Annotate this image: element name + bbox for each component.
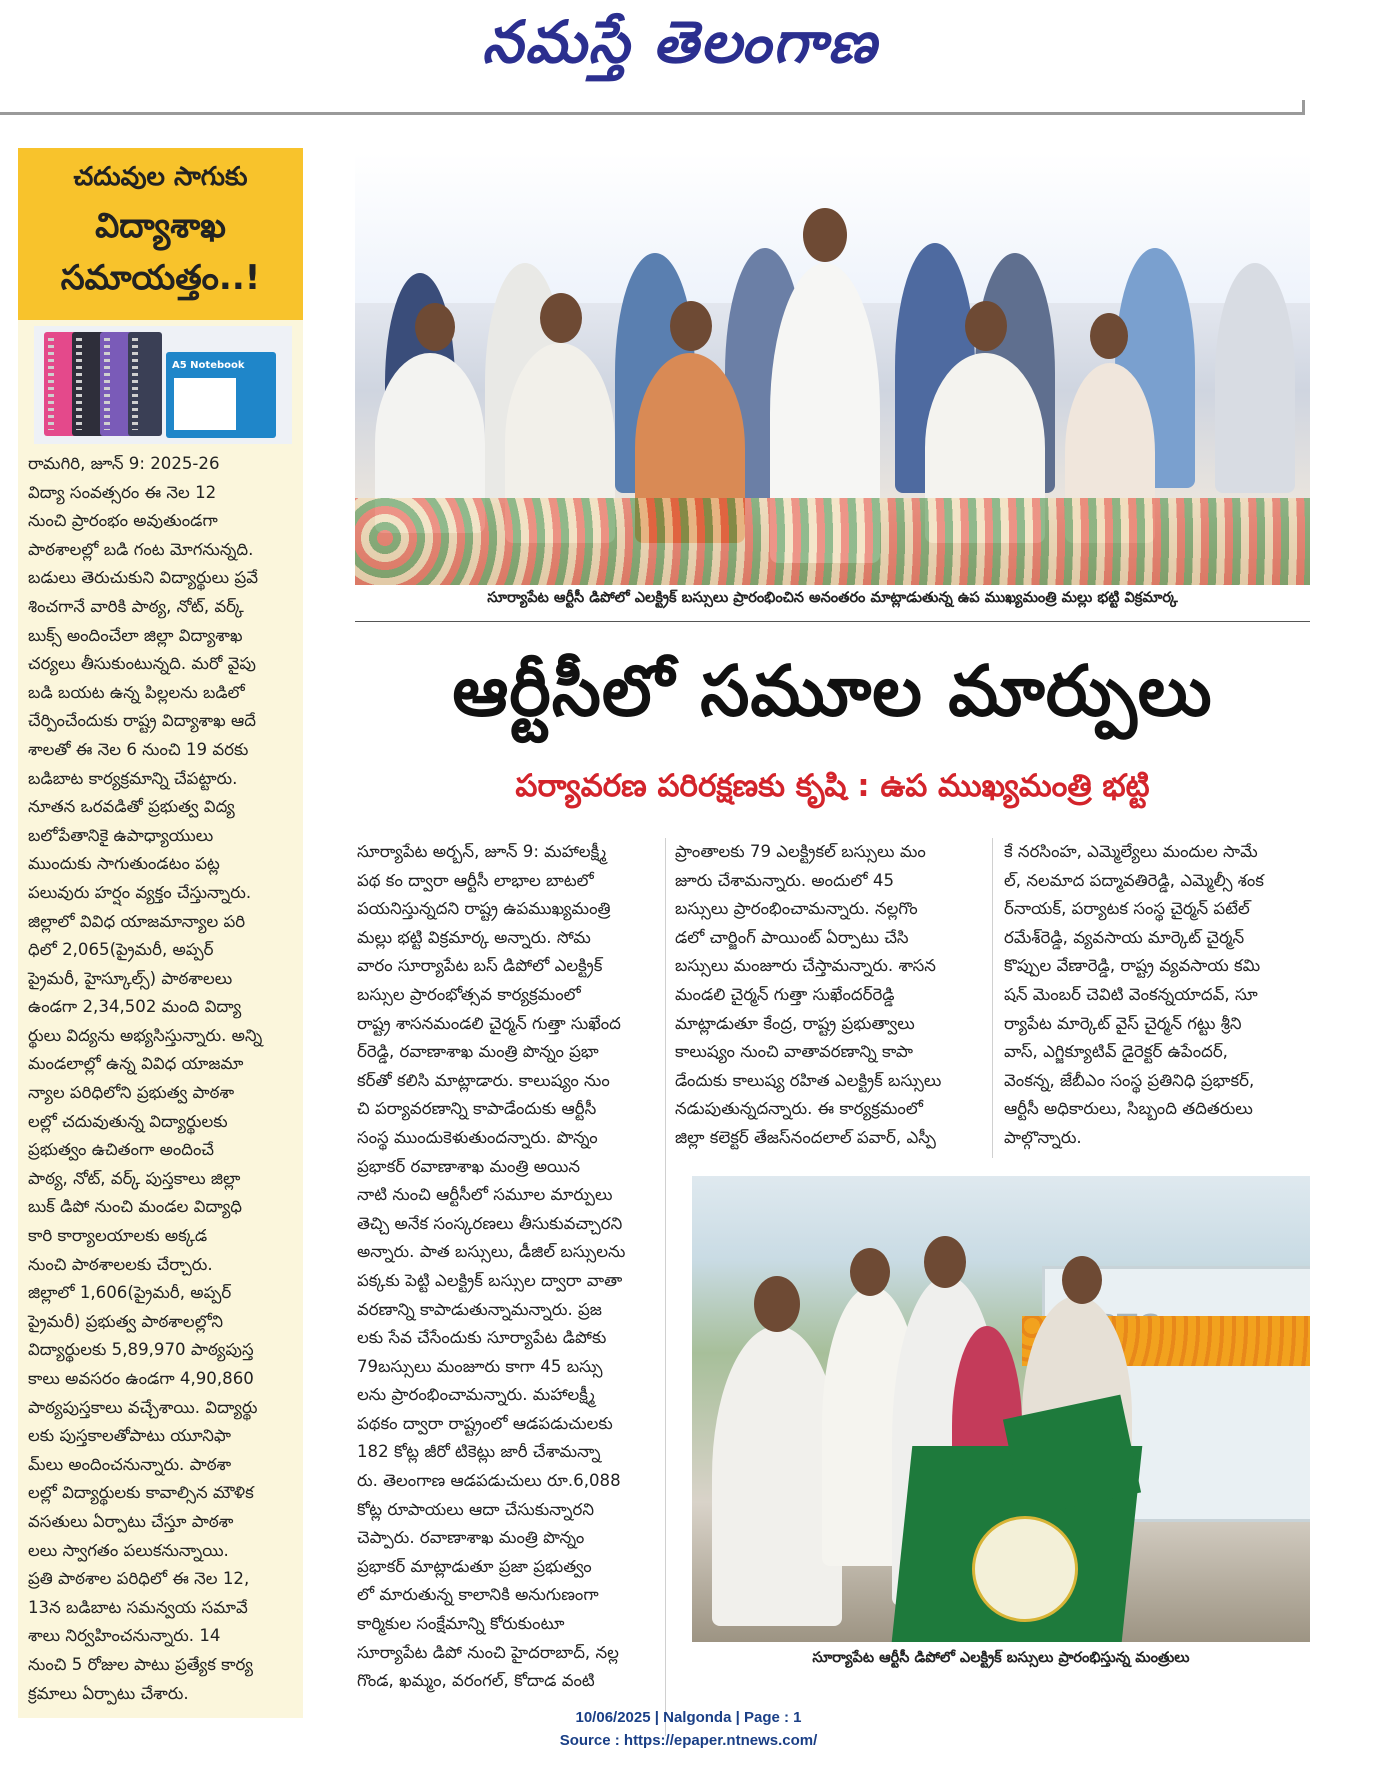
notebook-dark xyxy=(128,332,162,436)
person-head xyxy=(754,1276,800,1332)
edition-info: 10/06/2025 | Nalgonda | Page : 1 xyxy=(575,1709,802,1726)
notebook-cover-card xyxy=(174,378,236,430)
bus-launch-photo xyxy=(692,1176,1310,1642)
rtc-emblem xyxy=(972,1516,1078,1622)
caption-divider xyxy=(355,621,1310,622)
sidebar-article-body: రామగిరి, జూన్ 9: 2025-26 విద్యా సంవత్సరం ఈ నెల 12 నుంచి ప్రారంభం అవుతుండగా పాఠశాలల్లో బడి గంట మోగనున్నది. బడులు తెరుచుకుని విద్యార్థులు ప్రవే శించగానే వారికి పాఠ్య, నోట్, వర్క్ బుక్స్ అందించేలా జిల్లా విద్యాశాఖ చర్యలు తీసుకుంటున్నది. మరో వైపు బడి బయట ఉన్న పిల్లలను బడిలో చేర్పించేందుకు రాష్ట్ర విద్యాశాఖ ఆదే శాలతో ఈ నెల 6 నుంచి 19 వరకు బడిబాట కార్యక్రమాన్ని చేపట్టారు. నూతన ఒరవడితో ప్రభుత్వ విద్య బలోపేతానికై ఉపాధ్యాయులు ముందుకు సాగుతుండటం పట్ల పలువురు హర్షం వ్యక్తం చేస్తున్నారు. జిల్లాలో వివిధ యాజమాన్యాల పరి ధిలో 2,065(ప్రైమరీ, అప్పర్ ప్రైమరీ, హైస్కూల్స్) పాఠశాలలు ఉండగా 2,34,502 మంది విద్యా ర్థులు విద్యను అభ్యసిస్తున్నారు. అన్ని మండలాల్లో ఉన్న వివిధ యాజమా న్యాల పరిధిలోని ప్రభుత్వ పాఠశా లల్లో చదువుతున్న విద్యార్థులకు ప్రభుత్వం ఉచితంగా అందించే పాఠ్య, నోట్, వర్క్ పుస్తకాలు జిల్లా బుక్ డిపో నుంచి మండల విద్యాధి కారి కార్యాలయాలకు అక్కడ నుంచి పాఠశాలలకు చేర్చారు. జిల్లాలో 1,606(ప్రైమరీ, అప్పర్ ప్రైమరీ) ప్రభుత్వ పాఠశాలల్లోని విద్యార్థులకు 5,89,970 పాఠ్యపుస్త కాలు అవసరం ఉండగా 4,90,860 పాఠ్యపుస్తకాలు వచ్చేశాయి. విద్యార్థు లకు పుస్తకాలతోపాటు యూనిఫా మ్‌లు అందించనున్నారు. పాఠశా లల్లో విద్యార్థులకు కావాల్సిన మౌళిక వసతులు ఏర్పాటు చేస్తూ పాఠశా లలు స్వాగతం పలుకనున్నాయి. ప్రతి పాఠశాల పరిధిలో ఈ నెల 12, 13న బడిబాట సమన్వయ సమావే శాలు నిర్వహించనున్నారు. 14 నుంచి 5 రోజుల పాటు ప్రత్యేక కార్య క్రమాలు ఏర్పాటు చేశారు. xyxy=(28,454,263,1703)
person-head xyxy=(850,1248,890,1296)
person-head xyxy=(1062,1256,1102,1304)
notebooks-photo xyxy=(34,326,292,444)
standing-person xyxy=(1215,263,1295,493)
event-stage-photo xyxy=(355,153,1310,585)
sidebar-headline-line2: సమాయత్తం..! xyxy=(60,258,261,298)
notebook-blue xyxy=(166,352,276,438)
article-column-3: కే నరసింహ, ఎమ్మెల్యేలు మందుల సామే ల్, నలమాద పద్మావతిరెడ్డి, ఎమ్మెల్సీ శంక ర్‌నాయక్, పర్యాటక సంస్థ చైర్మన్ పటేల్ రమేశ్‌రెడ్డి, వ్యవసాయ మార్కెట్ చైర్మన్ కొప్పుల వేణారెడ్డి, రాష్ట్ర వ్యవసాయ కమి షన్ మెంబర్ చెవిటి వెంకన్నయాదవ్, సూ ర్యాపేట మార్కెట్ వైస్ చైర్మన్ గట్టు శ్రీని వాస్, ఎగ్జిక్యూటివ్ డైరెక్టర్ ఉపేందర్, వెంకన్న, జేబీఎం సంస్థ ప్రతినిధి ప్రభాకర్, ఆర్టీసీ అధికారులు, సిబ్బంది తదితరులు పాల్గొన్నారు. xyxy=(1004,842,1264,1147)
sidebar-headline-box xyxy=(18,148,303,320)
column-divider xyxy=(992,838,993,1158)
column-divider xyxy=(665,838,666,1736)
flower-decoration xyxy=(355,498,1310,585)
article-column-1: సూర్యాపేట అర్బన్, జూన్ 9: మహాలక్ష్మీ పథ కం ద్వారా ఆర్టీసీ లాభాల బాటలో పయనిస్తున్నదని రాష్ట్ర ఉపముఖ్యమంత్రి మల్లు భట్టి విక్రమార్క అన్నారు. సోమ వారం సూర్యాపేట బస్ డిపోలో ఎలక్ట్రిక్ బస్సుల ప్రారంభోత్సవ కార్యక్రమంలో రాష్ట్ర శాసనమండలి చైర్మన్ గుత్తా సుఖేంద ర్‌రెడ్డి, రవాణాశాఖ మంత్రి పొన్నం ప్రభా కర్‌తో కలిసి మాట్లాడారు. కాలుష్యం నుం చి పర్యావరణాన్ని కాపాడేందుకు ఆర్టీసీ సంస్థ ముందుకెళుతుందన్నారు. పొన్నం ప్రభాకర్ రవాణాశాఖ మంత్రి అయిన నాటి నుంచి ఆర్టీసీలో సమూల మార్పులు తెచ్చి అనేక సంస్కరణలు తీసుకువచ్చారని అన్నారు. పాత బస్సులు, డీజిల్ బస్సులను పక్కకు పెట్టి ఎలక్ట్రిక్ బస్సుల ద్వారా వాతా వరణాన్ని కాపాడుతున్నామన్నారు. ప్రజ లకు సేవ చేసేందుకు సూర్యాపేట డిపోకు 79బస్సులు మంజూరు కాగా 45 బస్సు లను ప్రారంభించామన్నారు. మహాలక్ష్మీ పథకం ద్వారా రాష్ట్రంలో ఆడపడుచులకు 182 కోట్ల జీరో టికెట్లు జారీ చేశామన్నా రు. తెలంగాణ ఆడపడుచులు రూ.6,088 కోట్ల రూపాయలు ఆదా చేసుకున్నారని చెప్పారు. రవాణాశాఖ మంత్రి పొన్నం ప్రభాకర్ మాట్లాడుతూ ప్రజా ప్రభుత్వం లో మారుతున్న కాలానికి అనుగుణంగా కార్మికుల సంక్షేమాన్ని కోరుకుంటూ సూర్యాపేట డిపో నుంచి హైదరాబాద్, నల్ల గొండ, ఖమ్మం, వరంగల్, కోదాడ వంటి xyxy=(357,842,626,1691)
person-head xyxy=(540,293,582,343)
main-subheadline: పర్యావరణ పరిరక్షణకు కృషి : ఉప ముఖ్యమంత్రి భట్టి xyxy=(515,768,1150,804)
source-link[interactable]: Source : https://epaper.ntnews.com/ xyxy=(559,1732,818,1749)
person-head xyxy=(670,301,712,351)
photo2-caption: సూర్యాపేట ఆర్టీసీ డిపోలో ఎలక్ట్రిక్ బస్సులు ప్రారంభిస్తున్న మంత్రులు xyxy=(812,1650,1190,1666)
photo1-caption: సూర్యాపేట ఆర్టీసీ డిపోలో ఎలక్ట్రిక్ బస్సులు ప్రారంభించిన అనంతరం మాట్లాడుతున్న ఉప ముఖ్యమంత్రి మల్లు భట్టి విక్రమార్క xyxy=(487,590,1178,606)
main-headline: ఆర్టీసీలో సమూల మార్పులు xyxy=(452,650,1213,732)
sidebar-headline-line1: విద్యాశాఖ xyxy=(95,206,226,246)
masthead xyxy=(0,0,1377,110)
newspaper-title: నమస్తే తెలంగాణ xyxy=(482,8,878,76)
sidebar-article xyxy=(18,148,303,1718)
article-column-2: ప్రాంతాలకు 79 ఎలక్ట్రికల్ బస్సులు మం జూరు చేశామన్నారు. అందులో 45 బస్సులు ప్రారంభించామన్నారు. నల్లగొం డలో చార్జింగ్ పాయింట్ ఏర్పాటు చేసి బస్సులు మంజూరు చేస్తామన్నారు. శాసన మండలి చైర్మన్ గుత్తా సుఖేందర్‌రెడ్డి మాట్లాడుతూ కేంద్ర, రాష్ట్ర ప్రభుత్వాలు కాలుష్యం నుంచి వాతావరణాన్ని కాపా డేందుకు కాలుష్య రహిత ఎలక్ట్రిక్ బస్సులు నడుపుతున్నదన్నారు. ఈ కార్యక్రమంలో జిల్లా కలెక్టర్ తేజస్‌నందలాల్ పవార్, ఎస్పీ xyxy=(675,842,942,1147)
person-head xyxy=(415,303,455,351)
person-head xyxy=(924,1236,966,1288)
person-head xyxy=(965,301,1007,351)
person-head xyxy=(1090,313,1128,359)
masthead-divider-tick xyxy=(1302,100,1305,115)
masthead-divider xyxy=(0,112,1305,115)
notebook-label: A5 Notebook xyxy=(172,360,245,371)
sidebar-kicker: చదువుల సాగుకు xyxy=(73,162,248,192)
speaker-head xyxy=(803,208,847,262)
